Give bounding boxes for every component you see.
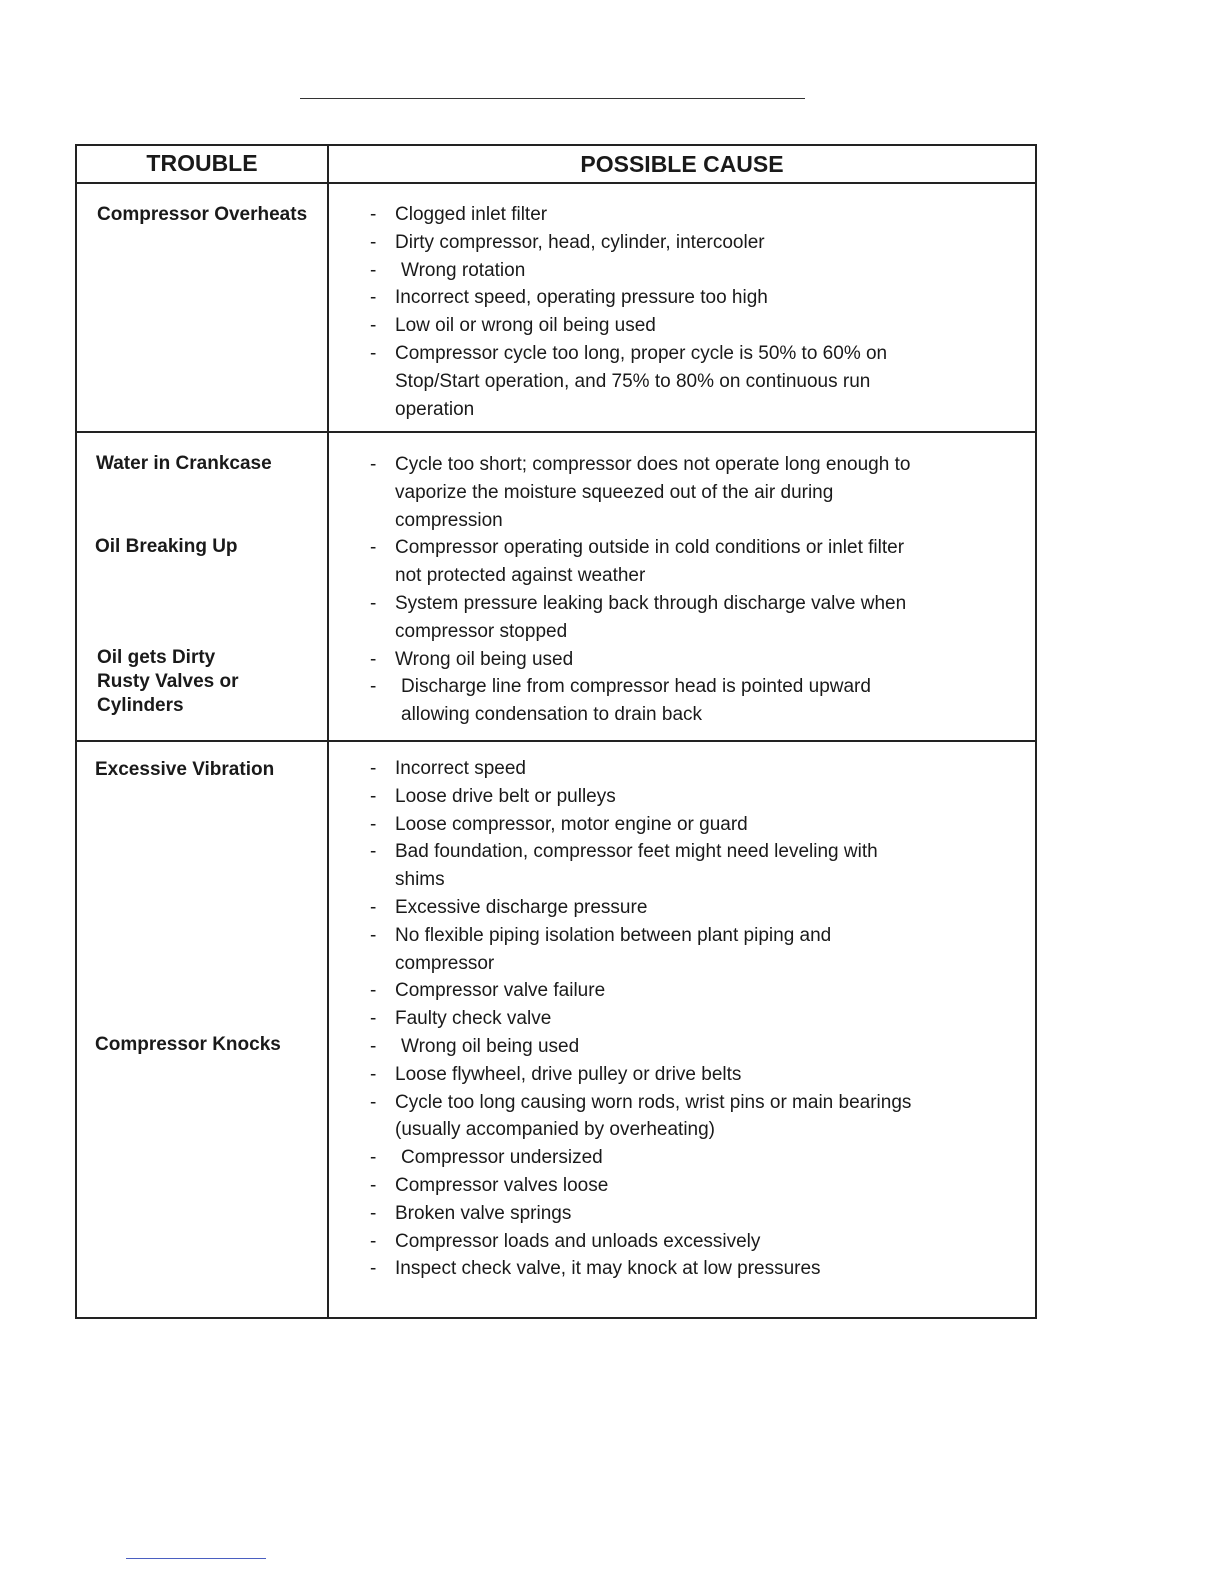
cause-item: - Compressor valves loose xyxy=(370,1172,990,1200)
trouble-compressor-overheats: Compressor Overheats xyxy=(97,204,308,225)
cause-item: - Compressor cycle too long, proper cycle is 50% to 60% on Stop/Start operation, and 75% to 80% on continuous run operation xyxy=(370,340,915,423)
trouble-cylinders: Cylinders xyxy=(97,695,184,716)
cause-item: - Inspect check valve, it may knock at low pressures xyxy=(370,1255,990,1283)
cause-item: - Compressor operating outside in cold conditions or inlet filter not protected against weather xyxy=(370,534,935,590)
cause-item: - Loose drive belt or pulleys xyxy=(370,783,990,811)
header-trouble: TROUBLE xyxy=(146,150,258,176)
column-divider xyxy=(327,146,329,1317)
cause-item: - Dirty compressor, head, cylinder, intercooler xyxy=(370,229,990,257)
cause-item: - Faulty check valve xyxy=(370,1005,990,1033)
cause-item: - Incorrect speed, operating pressure too high xyxy=(370,284,990,312)
cause-item: - Compressor loads and unloads excessively xyxy=(370,1228,990,1256)
cause-item: - Loose flywheel, drive pulley or drive belts xyxy=(370,1061,990,1089)
row-divider-1 xyxy=(77,431,1035,433)
header-possible-cause: POSSIBLE CAUSE xyxy=(580,151,784,177)
trouble-oil-breaking-up: Oil Breaking Up xyxy=(95,536,238,557)
cause-item: - No flexible piping isolation between plant piping and compressor xyxy=(370,922,885,978)
cause-item: - Cycle too long causing worn rods, wrist pins or main bearings (usually accompanied by overheating) xyxy=(370,1089,945,1145)
cause-item: - Wrong oil being used xyxy=(370,1033,990,1061)
trouble-excessive-vibration: Excessive Vibration xyxy=(95,759,275,780)
causes-list-crankcase xyxy=(370,451,990,729)
trouble-water-in-crankcase: Water in Crankcase xyxy=(96,453,272,474)
cause-item: - Incorrect speed xyxy=(370,755,990,783)
header-divider xyxy=(77,182,1035,184)
footer-link-underline xyxy=(126,1558,266,1559)
cause-item: - Cycle too short; compressor does not operate long enough to vaporize the moisture squeezed out of the air during compression xyxy=(370,451,935,534)
trouble-oil-gets-dirty: Oil gets Dirty xyxy=(97,647,216,668)
cause-item: - Excessive discharge pressure xyxy=(370,894,990,922)
cause-item: - Wrong oil being used xyxy=(370,646,990,674)
cause-item: - Clogged inlet filter xyxy=(370,201,990,229)
title-underline xyxy=(300,98,805,99)
cause-item: - Wrong rotation xyxy=(370,257,990,285)
cause-item: - Compressor valve failure xyxy=(370,977,990,1005)
trouble-compressor-knocks: Compressor Knocks xyxy=(95,1034,281,1055)
cause-item: - Compressor undersized xyxy=(370,1144,990,1172)
cause-item: - Bad foundation, compressor feet might need leveling with shims xyxy=(370,838,915,894)
row-divider-2 xyxy=(77,740,1035,742)
cause-item: - Broken valve springs xyxy=(370,1200,990,1228)
cause-item: - Loose compressor, motor engine or guard xyxy=(370,811,990,839)
causes-list-vibration-knocks xyxy=(370,755,990,1283)
troubleshooting-table xyxy=(75,144,1037,1319)
cause-item: - Low oil or wrong oil being used xyxy=(370,312,990,340)
trouble-rusty-valves: Rusty Valves or xyxy=(97,671,239,692)
cause-item: - System pressure leaking back through discharge valve when compressor stopped xyxy=(370,590,935,646)
cause-item: - Discharge line from compressor head is pointed upward allowing condensation to drain back xyxy=(370,673,901,729)
causes-list-overheats xyxy=(370,201,990,423)
